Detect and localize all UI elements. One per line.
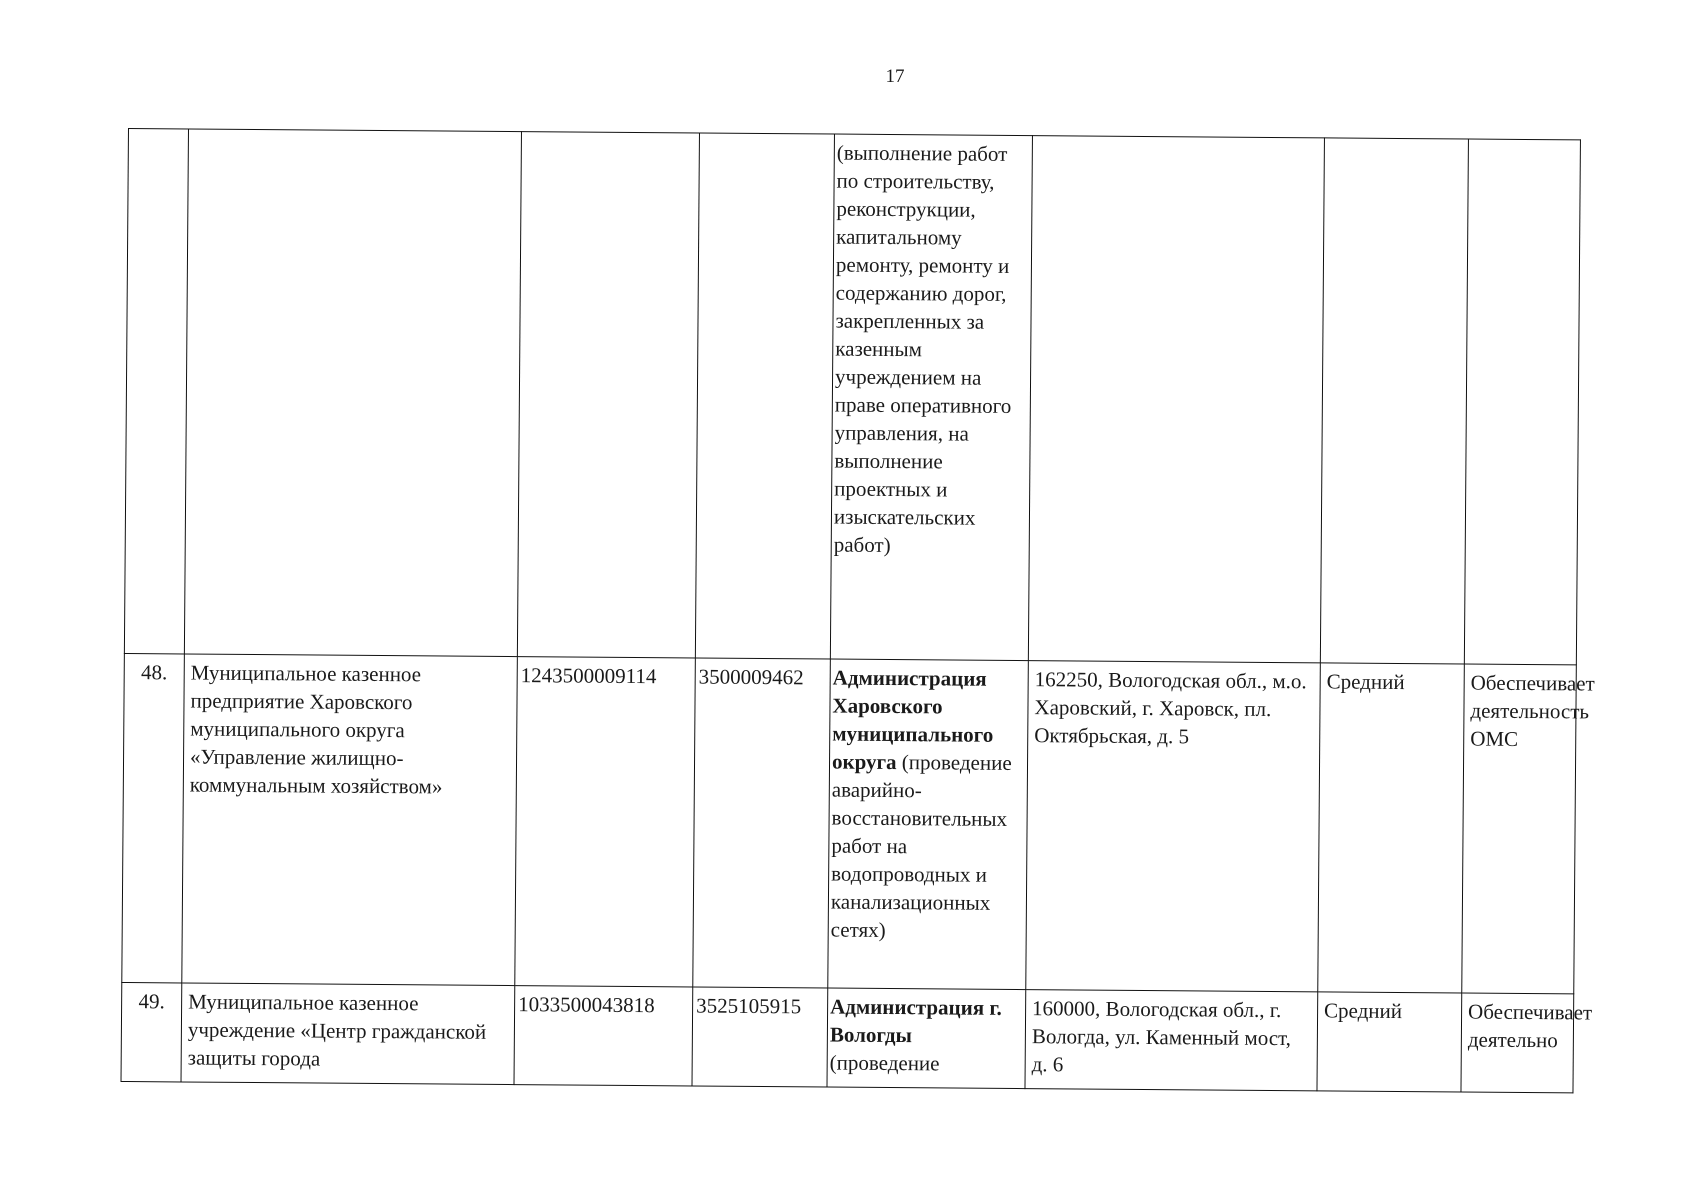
cell-number xyxy=(124,129,188,654)
org-name: Администрация Харовского муниципального округа xyxy=(831,665,994,775)
cell-org xyxy=(827,988,1026,1089)
table-row xyxy=(124,129,1580,665)
cell-name: Муниципальное казенное предприятие Харовского муниципального округа «Управление жилищно-коммунальным хозяйством» xyxy=(182,654,518,986)
cell-ogrn: 1243500009114 xyxy=(515,657,696,987)
cell-level: Средний xyxy=(1317,992,1462,1092)
registry-table xyxy=(121,128,1595,1093)
cell-name xyxy=(184,129,521,657)
cell-number: 49. xyxy=(121,982,182,1081)
cell-ogrn xyxy=(517,132,699,658)
cell-inn xyxy=(695,133,834,659)
table-row xyxy=(121,982,1574,1092)
page-number: 17 xyxy=(885,66,905,87)
cell-org xyxy=(830,134,1032,661)
cell-inn: 3525105915 xyxy=(692,987,828,1087)
cell-function: Обеспечивает деятельно xyxy=(1461,993,1574,1093)
cell-number: 48. xyxy=(122,653,185,982)
org-activity: (выполнение работ по строительству, реконструкции, капитальному ремонту, ремонту и содержанию дорог, закрепленных за казенным учреждением на праве оперативного управления, на выполнение проектных и изыскательских работ) xyxy=(833,140,1012,558)
table-row xyxy=(122,653,1577,993)
cell-function xyxy=(1464,139,1580,665)
cell-name: Муниципальное казенное учреждение «Центр гражданской защиты города xyxy=(181,983,515,1085)
cell-address xyxy=(1028,136,1324,663)
cell-function: Обеспечивает деятельность ОМС xyxy=(1462,664,1577,994)
cell-level: Средний xyxy=(1318,663,1465,993)
cell-ogrn: 1033500043818 xyxy=(514,986,693,1086)
cell-address: 160000, Вологодская обл., г. Вологда, ул. Каменный мост, д. 6 xyxy=(1025,990,1318,1091)
org-activity: (проведение xyxy=(829,1050,940,1076)
cell-org xyxy=(828,659,1029,990)
org-activity: (проведение аварийно-восстановительных работ на водопроводных и канализационных сетях) xyxy=(830,750,1012,942)
org-name: Администрация г. Вологды xyxy=(829,994,1002,1048)
cell-level xyxy=(1320,138,1468,664)
cell-address: 162250, Вологодская обл., м.о. Харовский, г. Харовск, пл. Октябрьская, д. 5 xyxy=(1026,661,1321,992)
cell-inn: 3500009462 xyxy=(693,658,831,988)
